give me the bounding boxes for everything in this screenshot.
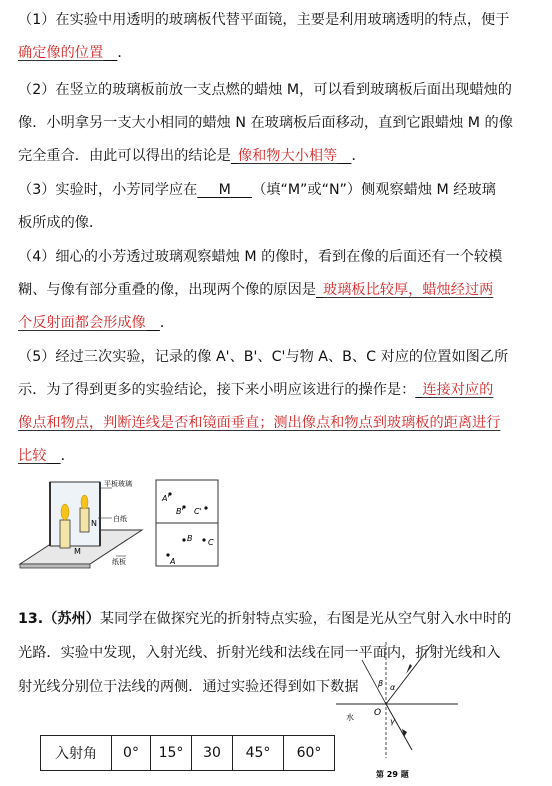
q3-line-2: 板所成的像． [18,215,104,231]
q2-line-2: 像．小明拿另一支大小相同的蜡烛 N 在玻璃板后面移动，直到它跟蜡烛 M 的像 [18,115,513,131]
q1-answer: 确定像的位置 [18,45,104,61]
q1-line-1: （1）在实验中用透明的玻璃板代替平面镜，主要是利用玻璃透明的特点，便于 [18,12,510,28]
label-n: N [91,519,97,528]
label-paper: 纸板 [112,558,126,566]
label-glass: 平板玻璃 [104,480,132,488]
q2-line-3: 完全重合．由此可以得出的结论是 像和物大小相等 ． [18,148,366,164]
candle-n-shape [80,508,89,532]
q2-line-1: （2）在竖立的玻璃板前放一支点燃的蜡烛 M，可以看到玻璃板后面出现蜡烛的 [18,82,512,98]
table-cell: 60° [284,736,335,771]
label-beta: β [378,679,384,688]
q5-answer-c: 比较 [18,448,47,464]
table-cell: 15° [151,736,192,771]
question-4 [18,241,536,340]
q5-line-3 [18,407,536,440]
label-water: 水 [346,713,354,722]
table-cell: 0° [112,736,151,771]
q4-line-2: 糊、与像有部分重叠的像，出现两个像的原因是 玻璃板比较厚，蜡烛经过两 [18,282,494,298]
label-alpha: α [390,683,396,692]
q4-line-3: 个反射面都会形成像 ． [18,315,175,331]
figure2-caption: 第 29 题 [376,770,409,779]
q4-answer-a: 玻璃板比较厚，蜡烛经过两 [323,282,494,298]
table-row [41,736,335,771]
question-3 [18,174,536,240]
pt-a-image: A' [162,494,170,503]
question-1 [18,4,536,70]
q13-line-1: 13.（苏州）某同学在做探究光的折射特点实验，右图是光从空气射入水中时的 [18,611,512,627]
q13-line-3: 射光线分别位于法线的两侧．通过实验还得到如下数据 [18,679,359,695]
pt-c-image: C' [194,507,202,516]
q3-line-1: （3）实验时，小芳同学应在 M （填“M”或“N”）侧观察蜡烛 M 经玻璃 [18,182,496,198]
refraction-data-table [40,735,335,771]
label-ruler: 白纸 [113,515,127,523]
candle-m-shape [60,520,70,548]
q13-number: 13. [18,611,44,627]
q4-line-1: （4）细心的小芳透过玻璃观察蜡烛 M 的像时，看到在像的后面还有一个较模 [18,249,503,265]
pt-b-image: B' [176,507,184,516]
q5-line-2: 示．为了得到更多的实验结论，接下来小明应该进行的操作是： 连接对应的 [18,382,494,398]
table-cell: 30 [192,736,233,771]
table-header-incidence: 入射角 [41,736,112,771]
q1-line-2: 确定像的位置 ． [18,45,132,61]
question-5 [18,341,536,473]
q5-answer-b: 像点和物点，判断连线是否和镜面垂直；测出像点和物点到玻璃板的距离进行 [18,415,501,431]
q5-answer-a: 连接对应的 [422,382,494,398]
figure-refraction [332,640,492,784]
table-cell: 45° [233,736,284,771]
pt-b: B [187,534,193,543]
figure-mirror-experiment [16,474,220,574]
label-gamma: γ [390,717,395,726]
q4-answer-b: 个反射面都会形成像 [18,315,146,331]
label-m: M [74,547,81,556]
pt-c: C [208,538,214,547]
pt-a: A [170,557,176,566]
question-2 [18,74,536,173]
label-o: O [374,708,382,718]
q2-answer: 像和物大小相等 [237,148,338,164]
q5-line-1: （5）经过三次实验，记录的像 A'、B'、C'与物 A、B、C 对应的位置如图乙所 [18,349,509,365]
q3-answer: M [218,182,231,198]
q5-line-4: 比较 ． [18,448,75,464]
glass-plate-shape [50,482,100,546]
q13-line-2: 光路．实验中发现，入射光线、折射光线和法线在同一平面内，折射光线和入 [18,645,501,661]
q13-place: （苏州） [43,611,100,627]
